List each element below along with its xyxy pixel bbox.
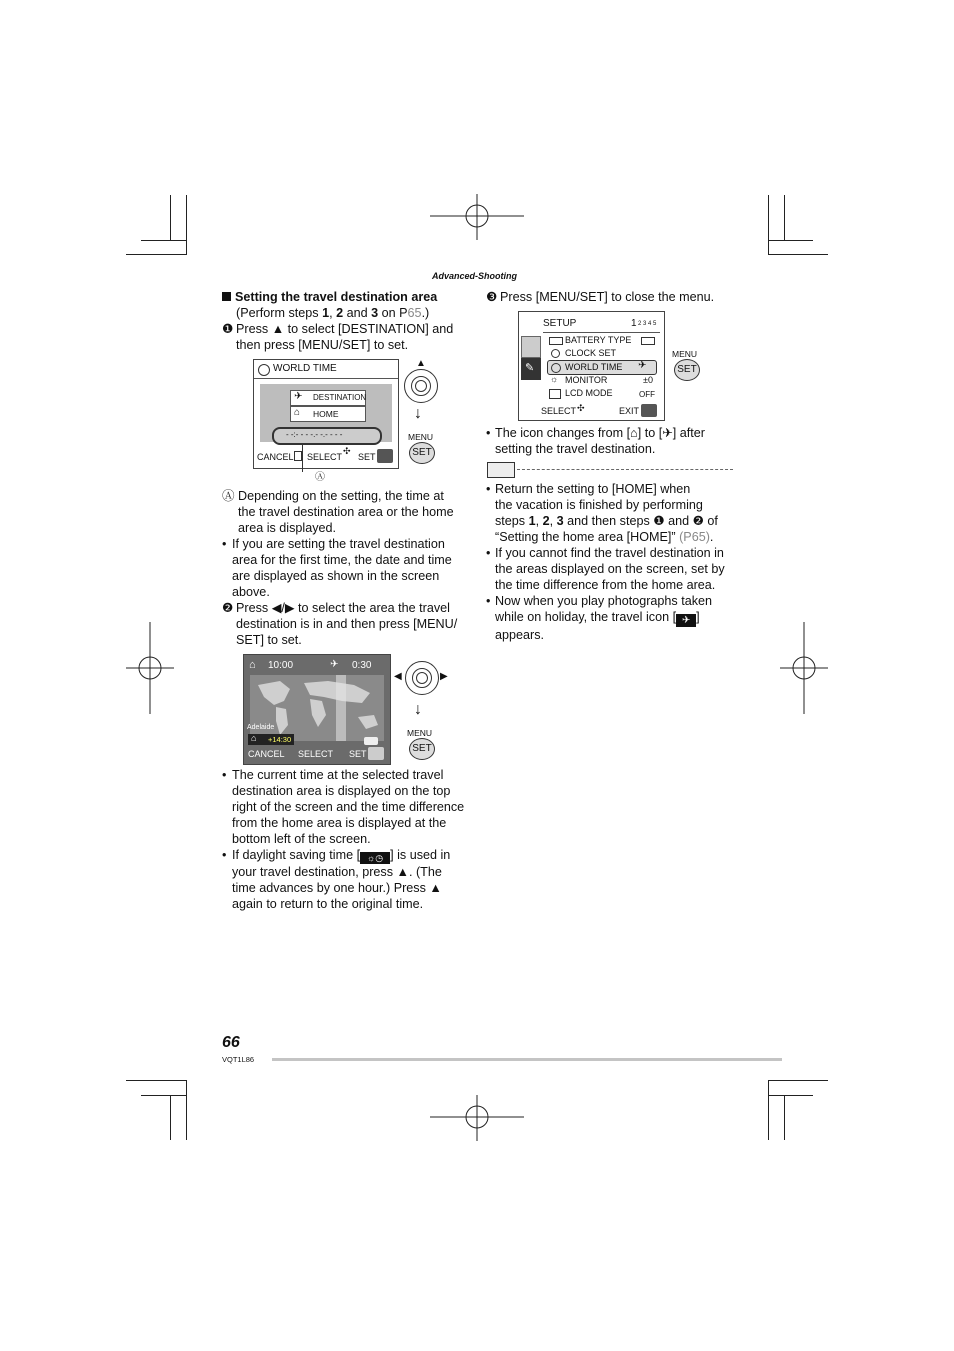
bullet-current-time: • The current time at the selected travel destination area is displayed on the top right of the screen and the time difference from the home area is displayed at the bottom left of the screen. (222, 768, 465, 846)
daylight-saving-icon: ☼◷ (360, 852, 390, 864)
page-number: 66 (222, 1034, 240, 1051)
house-icon: ⌂ (294, 407, 301, 418)
heading: Setting the travel destination area (222, 289, 474, 305)
menu-label: MENU (408, 432, 434, 442)
world-map-screen (243, 654, 391, 765)
left-column (222, 289, 474, 353)
down-arrow-icon: ↓ (414, 701, 422, 718)
left-notes-2 (222, 767, 474, 912)
camera-tab (521, 336, 541, 358)
menu-set-button[interactable]: SET (674, 359, 700, 381)
exit-label: EXIT (619, 406, 640, 416)
menu-set-icon (368, 747, 384, 760)
callout-a: Ⓐ (315, 472, 325, 483)
document-code: VQT1L86 (222, 1055, 255, 1064)
menu-item-battery[interactable]: BATTERY TYPE (547, 334, 657, 347)
globe-icon (551, 363, 561, 373)
dpad-control[interactable] (405, 661, 439, 695)
house-icon: ⌂ (249, 659, 256, 671)
set-label: SET (358, 452, 376, 462)
menu-item-lcd[interactable]: LCD MODE OFF (547, 387, 657, 400)
globe-icon (258, 364, 270, 376)
set-label: SET (349, 749, 367, 759)
left-arrow-icon: ◀ (394, 671, 402, 682)
up-arrow-icon: ▲ (416, 358, 426, 369)
bullet-first-time: • If you are setting the travel destination area for the first time, the date and time are displayed as shown in the screen above. (222, 537, 452, 599)
down-arrow-icon: ↓ (414, 405, 422, 422)
menu-label: MENU (672, 349, 698, 359)
menu-label: MENU (407, 728, 433, 738)
note-time-difference: • If you cannot find the travel destination in the areas displayed on the screen, set by the time difference from the home area. (486, 546, 725, 592)
world-time-screen (253, 359, 399, 469)
menu-set-button[interactable]: SET (409, 442, 435, 464)
home-time: 10:00 (268, 660, 294, 671)
note-a: Ⓐ Depending on the setting, the time at the travel destination area or the home area is displayed. (222, 489, 454, 535)
brightness-icon: ☼ (550, 374, 559, 384)
notes-icon (487, 462, 515, 478)
select-label: SELECT (307, 452, 343, 462)
menu-set-icon (377, 449, 393, 463)
menu-item-world-time[interactable]: WORLD TIME ✈ (547, 360, 657, 375)
step-1: ❶ Press ▲ to select [DESTINATION] and then press [MENU/SET] to set. (222, 322, 454, 352)
world-map-graphic (250, 675, 384, 741)
page-link[interactable]: (P65) (679, 530, 710, 544)
notes-divider (517, 469, 733, 470)
dpad-control[interactable] (404, 369, 438, 403)
airplane-icon: ✈ (330, 659, 339, 670)
menu-set-button[interactable]: SET (409, 738, 435, 760)
city-name: Adelaide (247, 724, 275, 731)
perform-steps: (Perform steps 1, 2 and 3 on P65.) (236, 306, 430, 320)
clock-icon (551, 349, 560, 358)
house-icon: ⌂ (251, 733, 257, 743)
dest-time: 0:30 (352, 660, 372, 671)
footer-rule (272, 1058, 782, 1061)
step-3: ❸ Press [MENU/SET] to close the menu. (486, 290, 715, 304)
menu-set-icon (641, 404, 657, 417)
trash-icon (294, 451, 302, 461)
cancel-label: CANCEL (257, 452, 294, 462)
select-label: SELECT (298, 749, 334, 759)
battery-icon (549, 337, 563, 345)
bullet-daylight: • If daylight saving time [ ☼◷ ] is used in your travel destination, press ▲. (The time advances by one hour.) Press ▲ again to return to the original time. (222, 848, 451, 911)
menu-item-monitor[interactable]: ☼ MONITOR ±0 (550, 374, 653, 385)
airplane-icon: ✈ (662, 426, 673, 440)
right-notes (486, 481, 746, 643)
dpad-mini-icon: ✣ (343, 446, 351, 456)
select-label: SELECT (541, 406, 577, 416)
square-bullet-icon (222, 292, 231, 301)
destination-option[interactable]: ✈ DESTINATION (290, 390, 366, 406)
lcd-icon (549, 389, 561, 399)
page-indicator: 1 (631, 318, 637, 329)
time-difference-box: ⌂ +14:30 (248, 734, 294, 745)
dpad-mini-icon: ✣ (577, 403, 585, 413)
step-2: ❷ Press ◀/▶ to select the area the travel destination is in and then press [MENU/ SET] to set. (222, 601, 458, 647)
home-option[interactable]: ⌂ HOME (290, 406, 366, 422)
menu-item-clock[interactable]: CLOCK SET (547, 347, 657, 360)
left-notes-1 (222, 488, 474, 648)
right-arrow-icon: ▶ (440, 671, 448, 682)
house-icon: ⌂ (630, 426, 638, 440)
time-field: - -:- - - -.- -.- - - - (272, 427, 382, 445)
wrench-icon: ✎ (525, 362, 535, 374)
icon-change-note: • The icon changes from [⌂] to [✈] after setting the travel destination. (486, 426, 705, 456)
dst-icon (364, 737, 378, 745)
airplane-icon: ✈ (638, 360, 647, 371)
note-travel-icon: • Now when you play photographs taken while on holiday, the travel icon [ ✈ ] appears. (486, 594, 713, 642)
setup-screen (518, 311, 665, 421)
travel-icon: ✈ (676, 614, 696, 627)
setup-title: SETUP (543, 318, 577, 329)
page-indicator-rest: 2 3 4 5 (638, 321, 657, 327)
screen-title: WORLD TIME (273, 363, 337, 374)
cancel-label: CANCEL (248, 749, 285, 759)
battery-icon (641, 337, 655, 345)
section-header: Advanced-Shooting (432, 271, 517, 281)
note-return-home: • Return the setting to [HOME] when the vacation is finished by performing steps 1, 2, 3 and then steps ❶ and ❷ of “Setting the home area [HOME]” (P65). (486, 482, 718, 544)
airplane-icon: ✈ (294, 391, 303, 402)
